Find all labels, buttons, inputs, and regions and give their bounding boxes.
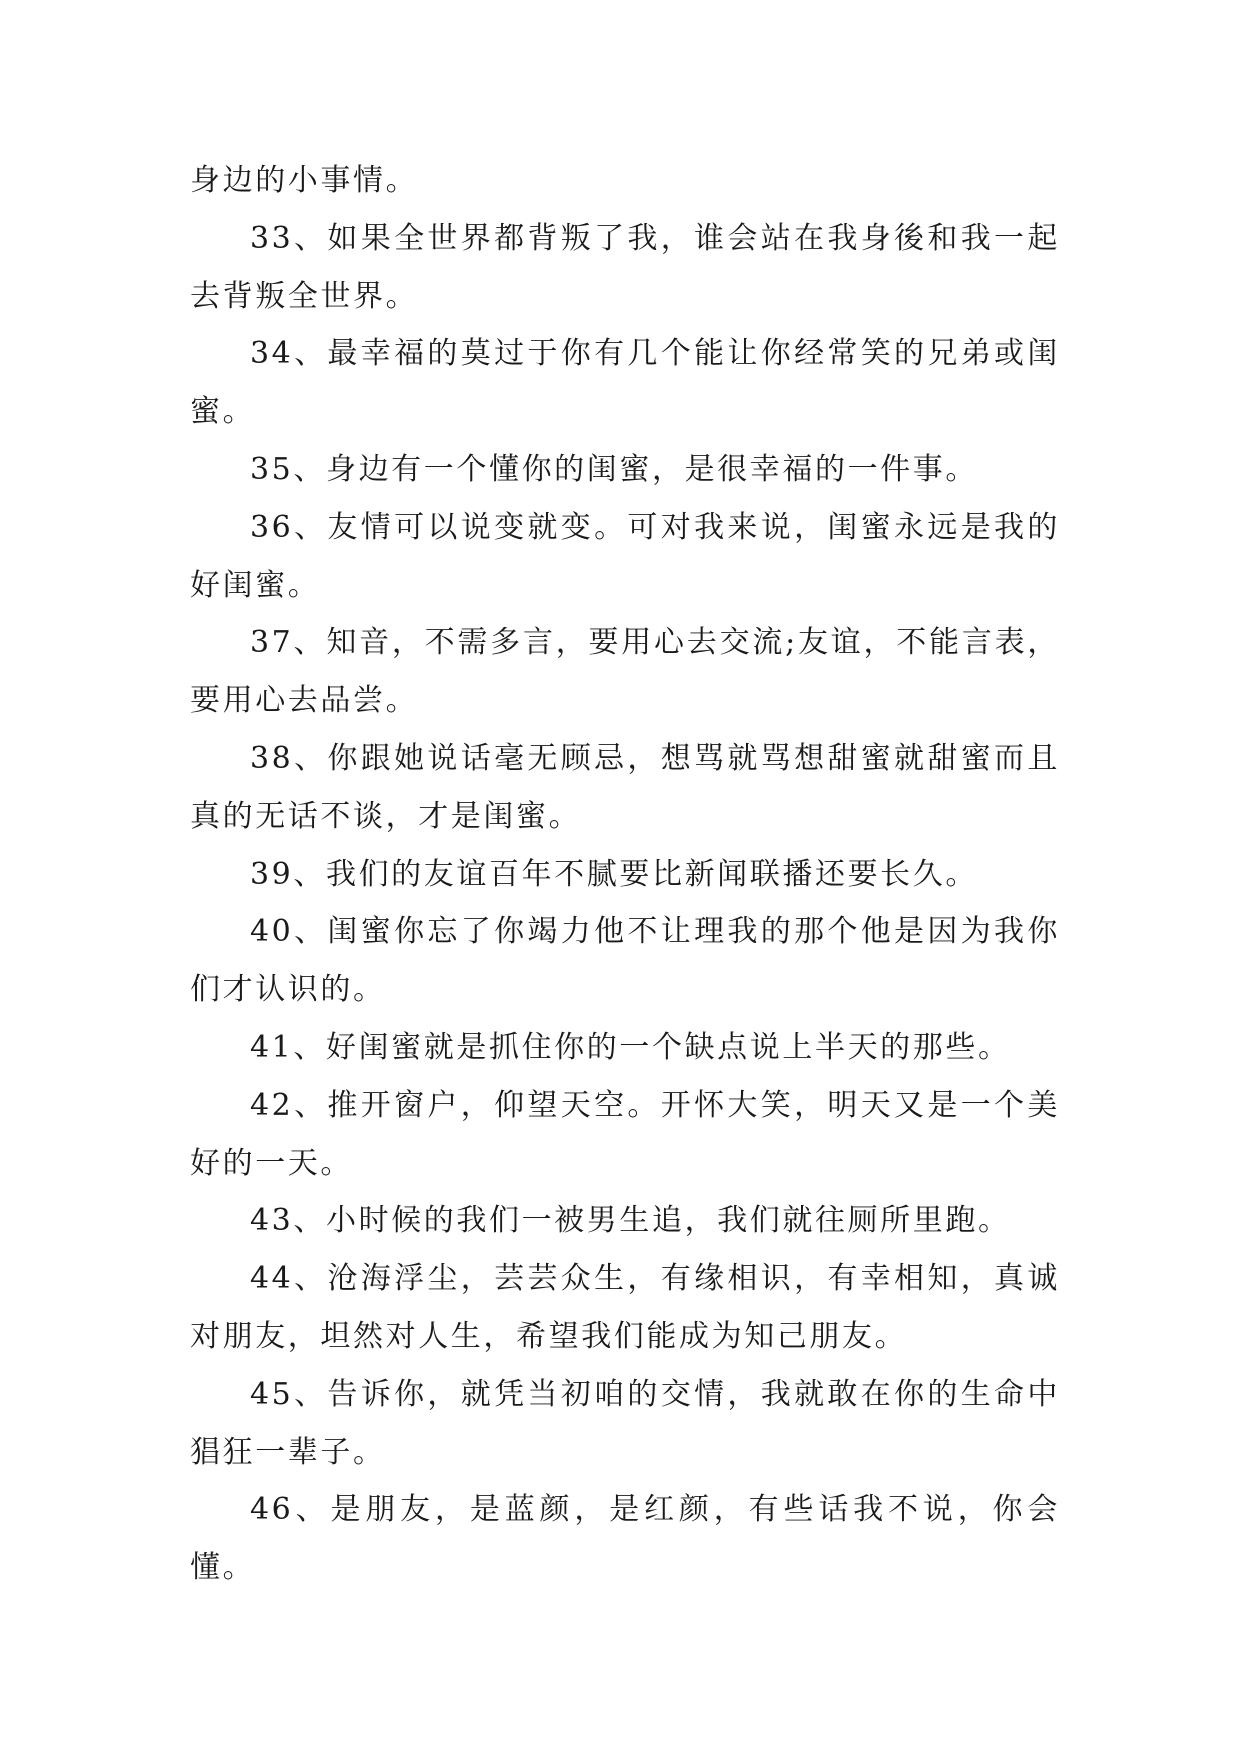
paragraph-39: 39、我们的友谊百年不腻要比新闻联播还要长久。 [250, 856, 978, 892]
paragraph-35: 35、身边有一个懂你的闺蜜，是很幸福的一件事。 [250, 451, 978, 487]
document-body [190, 152, 1060, 1597]
paragraph-44: 44、沧海浮尘，芸芸众生，有缘相识，有幸相知，真诚对朋友，坦然对人生，希望我们能成为知己朋友。 [190, 1261, 1060, 1354]
paragraph-41: 41、好闺蜜就是抓住你的一个缺点说上半天的那些。 [250, 1029, 1011, 1065]
paragraph-46: 46、是朋友，是蓝颜，是红颜，有些话我不说，你会懂。 [190, 1492, 1060, 1586]
paragraph-38: 38、你跟她说话毫无顾忌，想骂就骂想甜蜜就甜蜜而且真的无话不谈，才是闺蜜。 [190, 740, 1060, 834]
paragraph-40: 40、闺蜜你忘了你竭力他不让理我的那个他是因为我你们才认识的。 [190, 914, 1060, 1008]
paragraph-37: 37、知音，不需多言，要用心去交流;友谊，不能言表，要用心去品尝。 [190, 625, 1060, 719]
paragraph-45: 45、告诉你，就凭当初咱的交情，我就敢在你的生命中猖狂一辈子。 [190, 1376, 1060, 1470]
paragraph-42: 42、推开窗户，仰望天空。开怀大笑，明天又是一个美好的一天。 [190, 1087, 1060, 1181]
paragraph-34: 34、最幸福的莫过于你有几个能让你经常笑的兄弟或闺蜜。 [190, 336, 1060, 430]
paragraph-36: 36、友情可以说变就变。可对我来说，闺蜜永远是我的好闺蜜。 [190, 509, 1060, 603]
paragraph-continuation: 身边的小事情。 [190, 163, 419, 198]
paragraph-33: 33、如果全世界都背叛了我，谁会站在我身後和我一起去背叛全世界。 [190, 220, 1060, 314]
paragraph-43: 43、小时候的我们一被男生追，我们就往厕所里跑。 [250, 1203, 1011, 1239]
